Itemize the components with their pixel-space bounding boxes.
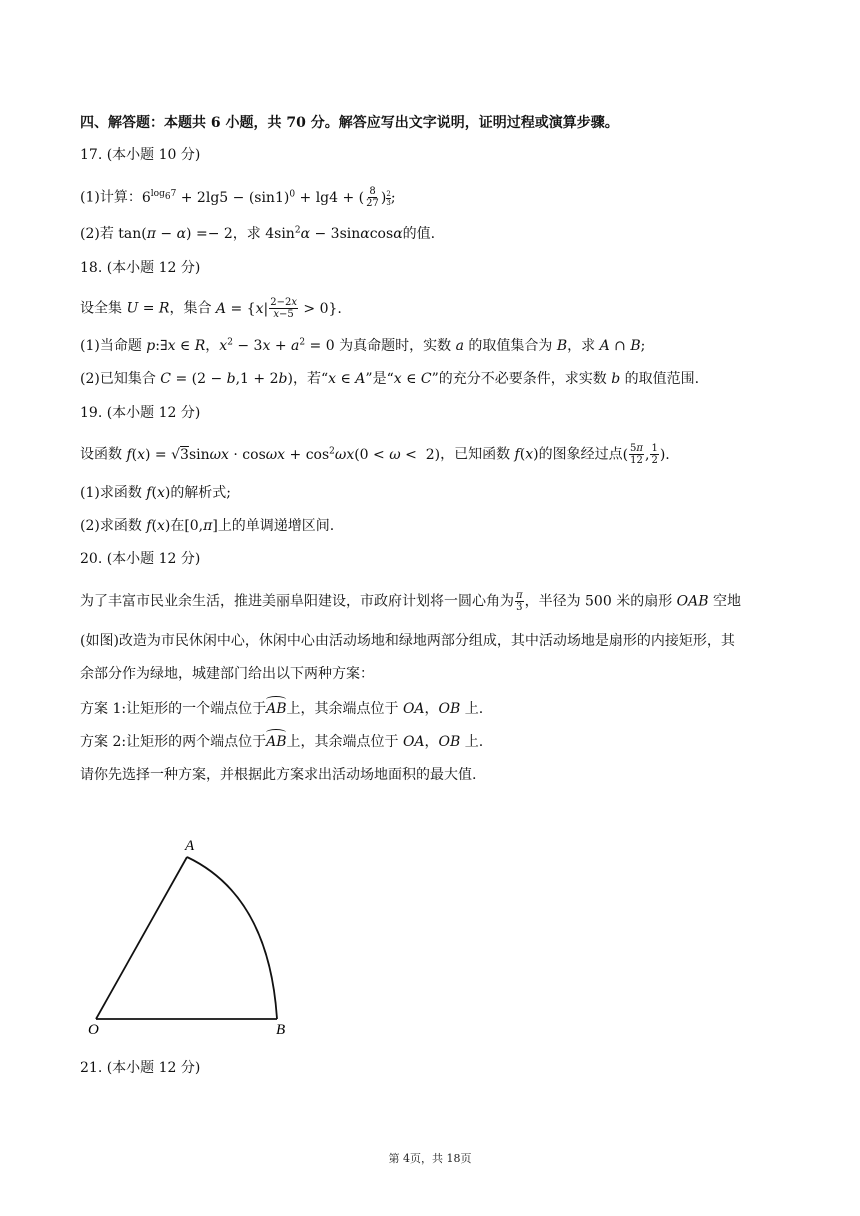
q17-title: 17. (本小题 10 分)	[80, 147, 201, 163]
q19-part2: (2)求函数 f(x)在[0,π]上的单调递增区间.	[80, 518, 335, 534]
q17-part2: (2)若 tan(π − α) =− 2，求 $4\sin^2\alpha - 3\sin\alpha\cos\alpha$的值.	[80, 225, 436, 242]
q18-intro: 设全集 U = R，集合 A = {x| $\frac{2-2x}{x-5}$ > 0}.	[80, 297, 342, 320]
label-o: O	[88, 1022, 99, 1036]
label-b: B	[276, 1022, 286, 1036]
q20-line1: 为了丰富市民业余生活，推进美丽阜阳建设，市政府计划将一圆心角为 $\frac{\pi}{3}$ ，半径为 500 米的扇形 OAB 空地	[80, 590, 741, 613]
q17-part1: (1)计算：$6^{log_67} + 2\lg 5 - (\sin 1)^0 + \lg 4$ + ( $\frac{8}{27}$ ) $\frac{2}{3}$ ;	[80, 186, 396, 209]
q19-title: 19. (本小题 12 分)	[80, 405, 201, 421]
label-a: A	[185, 838, 195, 854]
q19-part1: (1)求函数 f(x)的解析式;	[80, 485, 232, 501]
page-footer: 第 4页，共 18页	[388, 1152, 472, 1165]
segment-oa	[96, 857, 187, 1019]
q20-line3: 余部分作为绿地，城建部门给出以下两种方案：	[80, 666, 374, 682]
q20-last-line: 请你先选择一种方案，并根据此方案求出活动场地面积的最大值.	[80, 767, 477, 783]
q18-title: 18. (本小题 12 分)	[80, 260, 201, 276]
q20-line2: (如图)改造为市民休闲中心，休闲中心由活动场地和绿地两部分组成，其中活动场地是扇形的内接矩形，其	[80, 633, 735, 649]
q20-plan1: 方案 1:让矩形的一个端点位于AB上，其余端点位于 OA，OB 上.	[80, 701, 484, 717]
q20-plan2: 方案 2:让矩形的两个端点位于AB上，其余端点位于 OA，OB 上.	[80, 734, 484, 750]
q21-title: 21. (本小题 12 分)	[80, 1060, 201, 1076]
q19-intro: 设函数 $f(x) = √3\sin\omega x \cdot \cos\omega x + \cos^2\omega x(0 < \omega < 2)$，已知函数 f(x)的图象经过点( $\frac{5\pi}{12}$ , $\frac{1}{2}$ ).	[80, 443, 670, 466]
section-header: 四、解答题：本题共 6 小题，共 70 分。解答应写出文字说明，证明过程或演算步骤。	[80, 115, 619, 131]
arc-ab	[187, 857, 277, 1019]
sector-figure	[84, 836, 294, 1036]
q18-part1: (1)当命题 p:∃x ∈ R，$x^2 - 3x + a^2 = 0$ 为真命题时，实数 a 的取值集合为 B，求 A ∩ B;	[80, 337, 646, 354]
q18-part2: (2)已知集合 C = (2 − b,1 + 2b)，若“x ∈ A”是“x ∈ C”的充分不必要条件，求实数 b 的取值范围.	[80, 371, 700, 387]
q20-title: 20. (本小题 12 分)	[80, 551, 201, 567]
